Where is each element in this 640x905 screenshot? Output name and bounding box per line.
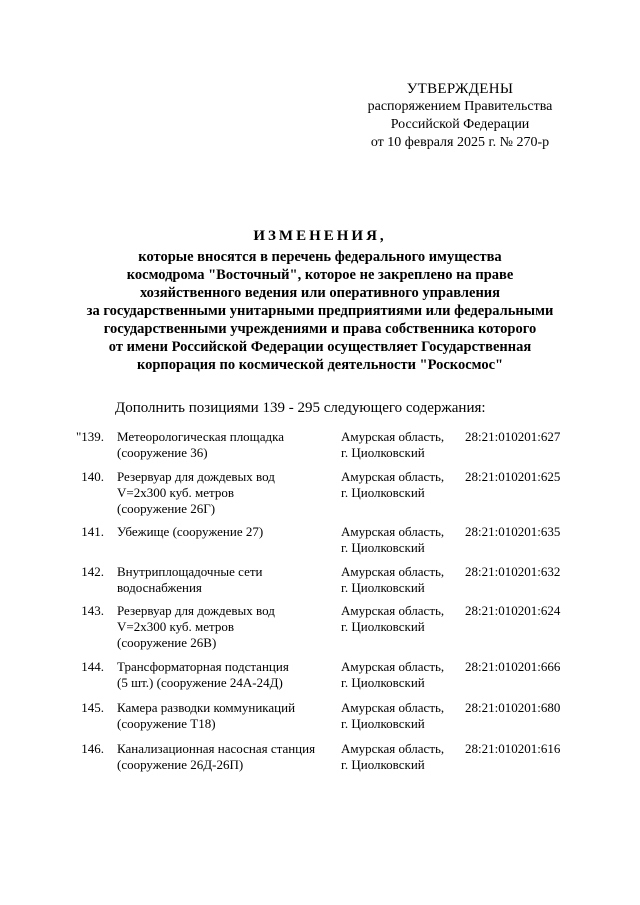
position-name: Внутриплощадочные сети водоснабжения: [117, 564, 263, 595]
position-location: Амурская область, г. Циолковский: [341, 700, 445, 731]
heading-subtitle-line: за государственными унитарными предприятиями или федеральными: [86, 303, 554, 319]
position-number: 140.: [81, 469, 104, 484]
position-number: 146.: [81, 741, 104, 756]
heading-subtitle-line: космодрома "Восточный", которое не закреплено на праве: [126, 267, 514, 283]
approval-block: [330, 80, 590, 152]
cadastral-number: 28:21:010201:624: [465, 603, 561, 618]
position-location: Амурская область, г. Циолковский: [341, 469, 445, 500]
position-name: Резервуар для дождевых вод V=2х300 куб. метров (сооружение 26Г): [117, 469, 275, 516]
position-number: "139.: [75, 429, 104, 444]
position-name: Камера разводки коммуникаций (сооружение Т18): [117, 700, 296, 731]
cadastral-number: 28:21:010201:635: [465, 524, 561, 539]
position-name: Метеорологическая площадка (сооружение 36): [117, 429, 284, 460]
heading-subtitle-line: которые вносятся в перечень федерального имущества: [138, 249, 502, 265]
document-heading: [40, 226, 600, 374]
approval-line-1: распоряжением Правительства: [367, 99, 553, 114]
position-name: Резервуар для дождевых вод V=2х300 куб. метров (сооружение 26В): [117, 603, 275, 650]
position-number: 141.: [81, 524, 104, 539]
position-name: Трансформаторная подстанция (5 шт.) (сооружение 24А-24Д): [117, 659, 289, 690]
cadastral-number: 28:21:010201:666: [465, 659, 561, 674]
cadastral-number: 28:21:010201:616: [465, 741, 561, 756]
cadastral-number: 28:21:010201:627: [465, 429, 561, 444]
heading-subtitle-line: корпорация по космической деятельности "Роскосмос": [136, 357, 504, 373]
position-location: Амурская область, г. Циолковский: [341, 603, 445, 634]
cadastral-number: 28:21:010201:632: [465, 564, 561, 579]
position-location: Амурская область, г. Циолковский: [341, 524, 445, 555]
position-location: Амурская область, г. Циолковский: [341, 659, 445, 690]
position-number: 145.: [81, 700, 104, 715]
position-number: 143.: [81, 603, 104, 618]
approval-line-3: от 10 февраля 2025 г. № 270-р: [370, 135, 550, 150]
approval-line-2: Российской Федерации: [390, 117, 530, 132]
cadastral-number: 28:21:010201:625: [465, 469, 561, 484]
position-number: 144.: [81, 659, 104, 674]
heading-subtitle-line: от имени Российской Федерации осуществляет Государственная: [108, 339, 532, 355]
position-location: Амурская область, г. Циолковский: [341, 429, 445, 460]
position-location: Амурская область, г. Циолковский: [341, 741, 445, 772]
heading-title: ИЗМЕНЕНИЯ,: [253, 228, 387, 244]
position-name: Убежище (сооружение 27): [117, 524, 264, 539]
position-name: Канализационная насосная станция (сооружение 26Д-26П): [117, 741, 316, 772]
heading-subtitle-line: хозяйственного ведения или оперативного управления: [139, 285, 501, 301]
approval-title: УТВЕРЖДЕНЫ: [406, 81, 514, 97]
heading-subtitle-line: государственными учреждениями и права собственника которого: [103, 321, 537, 337]
cadastral-number: 28:21:010201:680: [465, 700, 561, 715]
supplement-text: Дополнить позициями 139 - 295 следующего содержания:: [115, 400, 486, 416]
position-location: Амурская область, г. Циолковский: [341, 564, 445, 595]
position-number: 142.: [81, 564, 104, 579]
